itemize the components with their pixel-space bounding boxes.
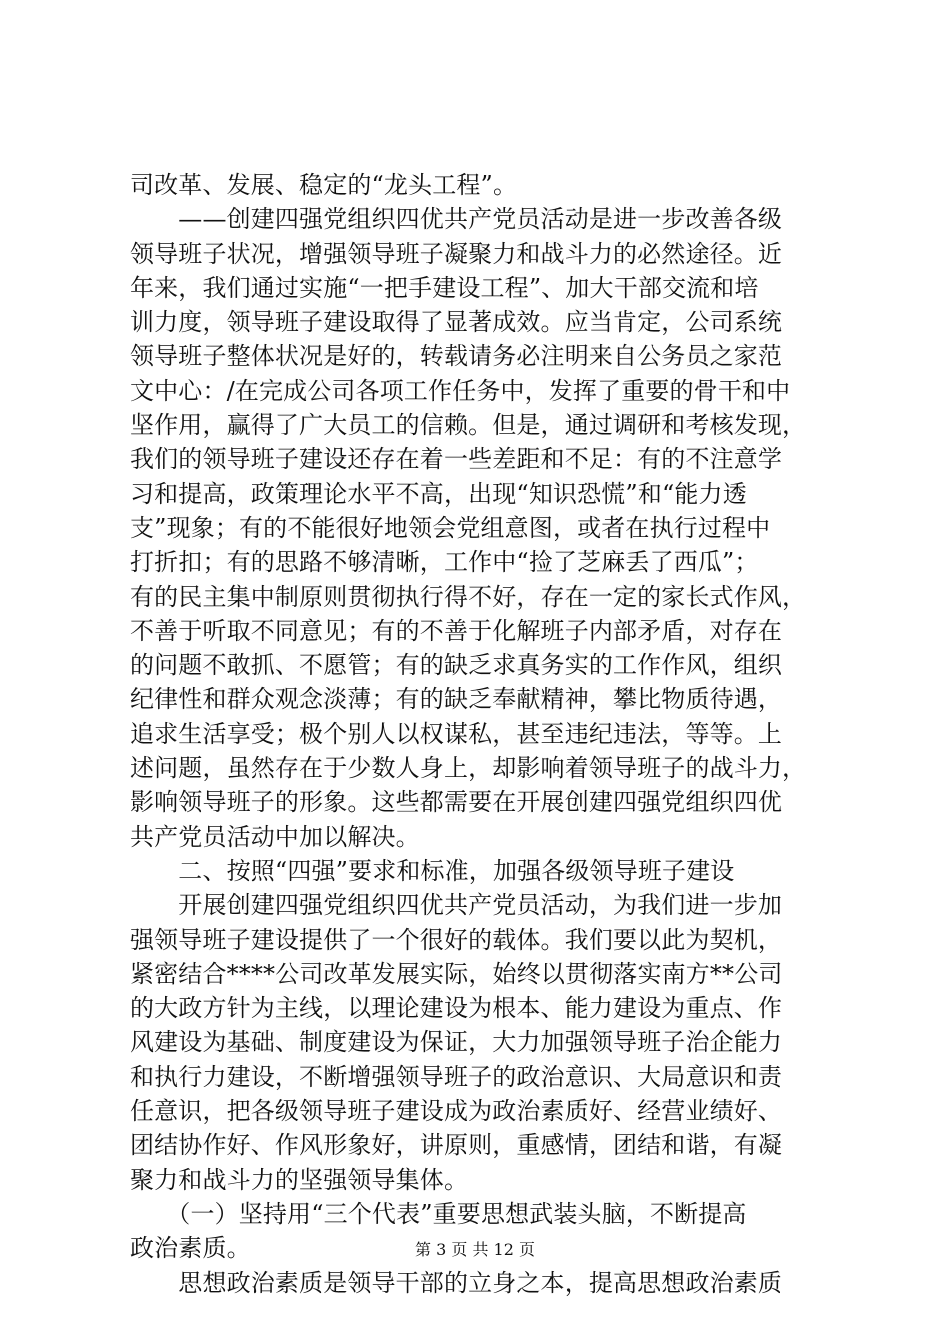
document-body bbox=[130, 168, 830, 1300]
text-line: ——创建四强党组织四优共产党员活动是进一步改善各级 bbox=[130, 205, 783, 234]
text-line: 开展创建四强党组织四优共产党员活动，为我们进一步加 bbox=[130, 891, 783, 920]
text-line: 任意识，把各级领导班子建设成为政治素质好、经营业绩好、 bbox=[130, 1097, 783, 1126]
text-line: 年来，我们通过实施“一把手建设工程”、加大干部交流和培 bbox=[130, 273, 759, 302]
text-line: 有的民主集中制原则贯彻执行得不好，存在一定的家长式作风， bbox=[130, 582, 807, 611]
text-line: 纪律性和群众观念淡薄；有的缺乏奉献精神，攀比物质待遇， bbox=[130, 685, 783, 714]
text-line: （一）坚持用“三个代表”重要思想武装头脑，不断提高 bbox=[130, 1199, 747, 1228]
text-line: 聚力和战斗力的坚强领导集体。 bbox=[130, 1165, 469, 1194]
text-line: 我们的领导班子建设还存在着一些差距和不足：有的不注意学 bbox=[130, 445, 783, 474]
text-line: 文中心：/在完成公司各项工作任务中，发挥了重要的骨干和中 bbox=[130, 376, 791, 405]
text-line: 述问题，虽然存在于少数人身上，却影响着领导班子的战斗力， bbox=[130, 754, 807, 783]
text-line: 的大政方针为主线，以理论建设为根本、能力建设为重点、作 bbox=[130, 994, 783, 1023]
text-line: 领导班子整体状况是好的，转载请务必注明来自公务员之家范 bbox=[130, 342, 783, 371]
text-line: 二、按照“四强”要求和标准，加强各级领导班子建设 bbox=[130, 856, 735, 885]
text-line: 领导班子状况，增强领导班子凝聚力和战斗力的必然途径。近 bbox=[130, 239, 783, 268]
text-line: 坚作用，赢得了广大员工的信赖。但是，通过调研和考核发现， bbox=[130, 411, 807, 440]
text-line: 打折扣；有的思路不够清晰，工作中“捡了芝麻丢了西瓜”； bbox=[130, 548, 759, 577]
text-line: 习和提高，政策理论水平不高，出现“知识恐慌”和“能力透 bbox=[130, 479, 747, 508]
text-line: 司改革、发展、稳定的“龙头工程”。 bbox=[130, 171, 518, 199]
text-line: 和执行力建设，不断增强领导班子的政治意识、大局意识和责 bbox=[130, 1062, 783, 1091]
text-line: 思想政治素质是领导干部的立身之本，提高思想政治素质 bbox=[130, 1268, 783, 1297]
text-line: 紧密结合****公司改革发展实际，始终以贯彻落实南方**公司 bbox=[130, 959, 783, 988]
text-line: 影响领导班子的形象。这些都需要在开展创建四强党组织四优 bbox=[130, 788, 783, 817]
text-line: 追求生活享受；极个别人以权谋私，甚至违纪违法，等等。上 bbox=[130, 719, 783, 748]
text-line: 政治素质。 bbox=[130, 1234, 251, 1263]
text-line: 支”现象；有的不能很好地领会党组意图，或者在执行过程中 bbox=[130, 513, 771, 542]
text-line: 强领导班子建设提供了一个很好的载体。我们要以此为契机， bbox=[130, 925, 783, 954]
text-line: 训力度，领导班子建设取得了显著成效。应当肯定，公司系统 bbox=[130, 308, 783, 337]
page-footer: 第 3 页 共 12 页 bbox=[415, 1240, 535, 1259]
text-line: 团结协作好、作风形象好，讲原则，重感情，团结和谐，有凝 bbox=[130, 1131, 783, 1160]
text-line: 风建设为基础、制度建设为保证，大力加强领导班子治企能力 bbox=[130, 1028, 783, 1057]
text-line: 不善于听取不同意见；有的不善于化解班子内部矛盾，对存在 bbox=[130, 616, 783, 645]
text-line: 的问题不敢抓、不愿管；有的缺乏求真务实的工作作风，组织 bbox=[130, 651, 783, 680]
text-line: 共产党员活动中加以解决。 bbox=[130, 822, 420, 851]
